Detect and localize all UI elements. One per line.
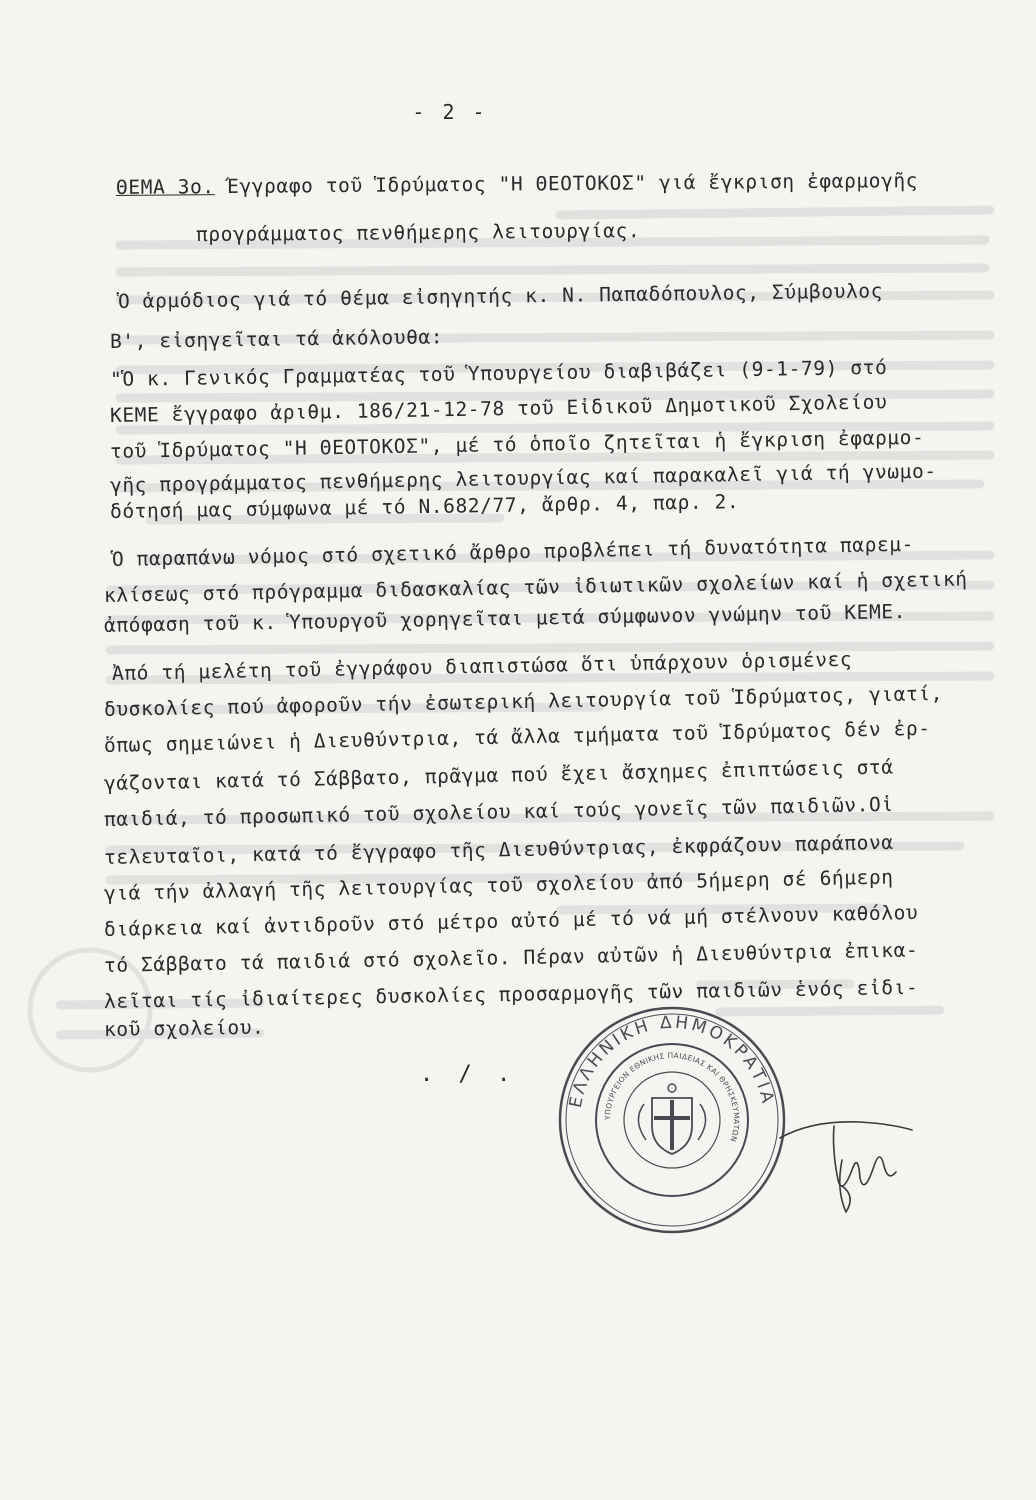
continuation-mark: . / . (420, 1062, 517, 1087)
body-line: κοῦ σχολείου. (103, 1015, 265, 1041)
topic-title-line2: προγράμματος πενθήμερης λειτουργίας. (195, 219, 641, 246)
official-stamp-icon (552, 1000, 792, 1240)
body-line: Β', εἰσηγεῖται τά ἀκόλουθα: (109, 325, 444, 353)
topic-title-line1: Έγγραφο τοῦ Ἱδρύματος "Η ΘΕΟΤΟΚΟΣ" γιά ἔγκριση ἐφαρμογῆς (226, 169, 919, 199)
body-line: διάρκεια καί ἀντιδροῦν στό μέτρο αὐτό μέ τό νά μή στέλνουν καθόλου (103, 900, 919, 941)
svg-text:ΕΛΛΗΝΙΚΗ ΔΗΜΟΚΡΑΤΙΑ: ΕΛΛΗΝΙΚΗ ΔΗΜΟΚΡΑΤΙΑ (565, 1012, 778, 1110)
body-line: κλίσεως στό πρόγραμμα διδασκαλίας τῶν ἰδιωτικῶν σχολείων καί ἡ σχετική (103, 567, 968, 607)
page-number: - 2 - (412, 100, 488, 124)
handwritten-signature-icon (772, 1100, 922, 1220)
body-line: ΚΕΜΕ ἔγγραφο ἀριθμ. 186/21-12-78 τοῦ Εἰδικοῦ Δημοτικοῦ Σχολείου (109, 390, 888, 427)
body-line: τελευταῖοι, κατά τό ἔγγραφο τῆς Διευθύντριας, ἐκφράζουν παράπονα (103, 830, 894, 869)
body-line: ἀπόφαση τοῦ κ. Ὑπουργοῦ χορηγεῖται μετά σύμφωνον γνώμην τοῦ ΚΕΜΕ. (103, 600, 907, 637)
body-line: Ὁ ἁρμόδιος γιά τό θέμα εἰσηγητής κ. Ν. Παπαδόπουλος, Σύμβουλος (117, 279, 884, 313)
body-line: δυσκολίες πού ἀφοροῦν τήν ἐσωτερική λειτουργία τοῦ Ἱδρύματος, γιατί, (103, 681, 944, 721)
body-line: Ἀπό τή μελέτη τοῦ ἐγγράφου διαπιστώσα ὅτι ὑπάρχουν ὁρισμένες (111, 647, 853, 685)
body-line: Ὁ παραπάνω νόμος στό σχετικό ἄρθρο προβλέπει τή δυνατότητα παρεμ- (111, 532, 915, 571)
topic-label: ΘΕΜΑ 3ο. (115, 175, 215, 199)
body-line: τό Σάββατο τά παιδιά στό σχολεῖο. Πέραν αὐτῶν ἡ Διευθύντρια ἐπικα- (103, 938, 919, 977)
svg-text:ΥΠΟΥΡΓΕΙΟΝ ΕΘΝΙΚΗΣ ΠΑΙΔΕΙΑΣ ΚΑ: ΥΠΟΥΡΓΕΙΟΝ ΕΘΝΙΚΗΣ ΠΑΙΔΕΙΑΣ ΚΑΙ ΘΡΗΣΚΕΥΜΑΤΩΝ (602, 1050, 742, 1144)
body-line: λεῖται τίς ἰδιαίτερες δυσκολίες προσαρμογῆς τῶν παιδιῶν ἑνός εἰδι- (103, 975, 919, 1013)
body-line: "Ὁ κ. Γενικός Γραμματέας τοῦ Ὑπουργείου διαβιβάζει (9-1-79) στό (109, 355, 888, 391)
body-line: γάζονται κατά τό Σάββατο, πρᾶγμα πού ἔχει ἄσχημες ἐπιπτώσεις στά (103, 755, 894, 795)
body-line: δότησή μας σύμφωνα μέ τό Ν.682/77, ἄρθρ. 4, παρ. 2. (109, 490, 740, 523)
body-line: γῆς προγράμματος πενθήμερης λειτουργίας καί παρακαλεῖ γιά τή γνωμο- (109, 459, 937, 497)
body-line: γιά τήν ἀλλαγή τῆς λειτουργίας τοῦ σχολείου ἀπό 5ήμερη σέ 6ήμερη (103, 865, 894, 905)
body-line: τοῦ Ἱδρύματος "Η ΘΕΟΤΟΚΟΣ", μέ τό ὁποῖο ζητεῖται ἡ ἔγκριση ἐφαρμο- (109, 425, 925, 463)
body-line: ὅπως σημειώνει ἡ Διευθύντρια, τά ἄλλα τμήματα τοῦ Ἱδρύματος δέν ἐρ- (103, 716, 931, 757)
body-line: παιδιά, τό προσωπικό τοῦ σχολείου καί τούς γονεῖς τῶν παιδιῶν.Οἱ (103, 792, 894, 831)
topic-heading (116, 169, 918, 199)
